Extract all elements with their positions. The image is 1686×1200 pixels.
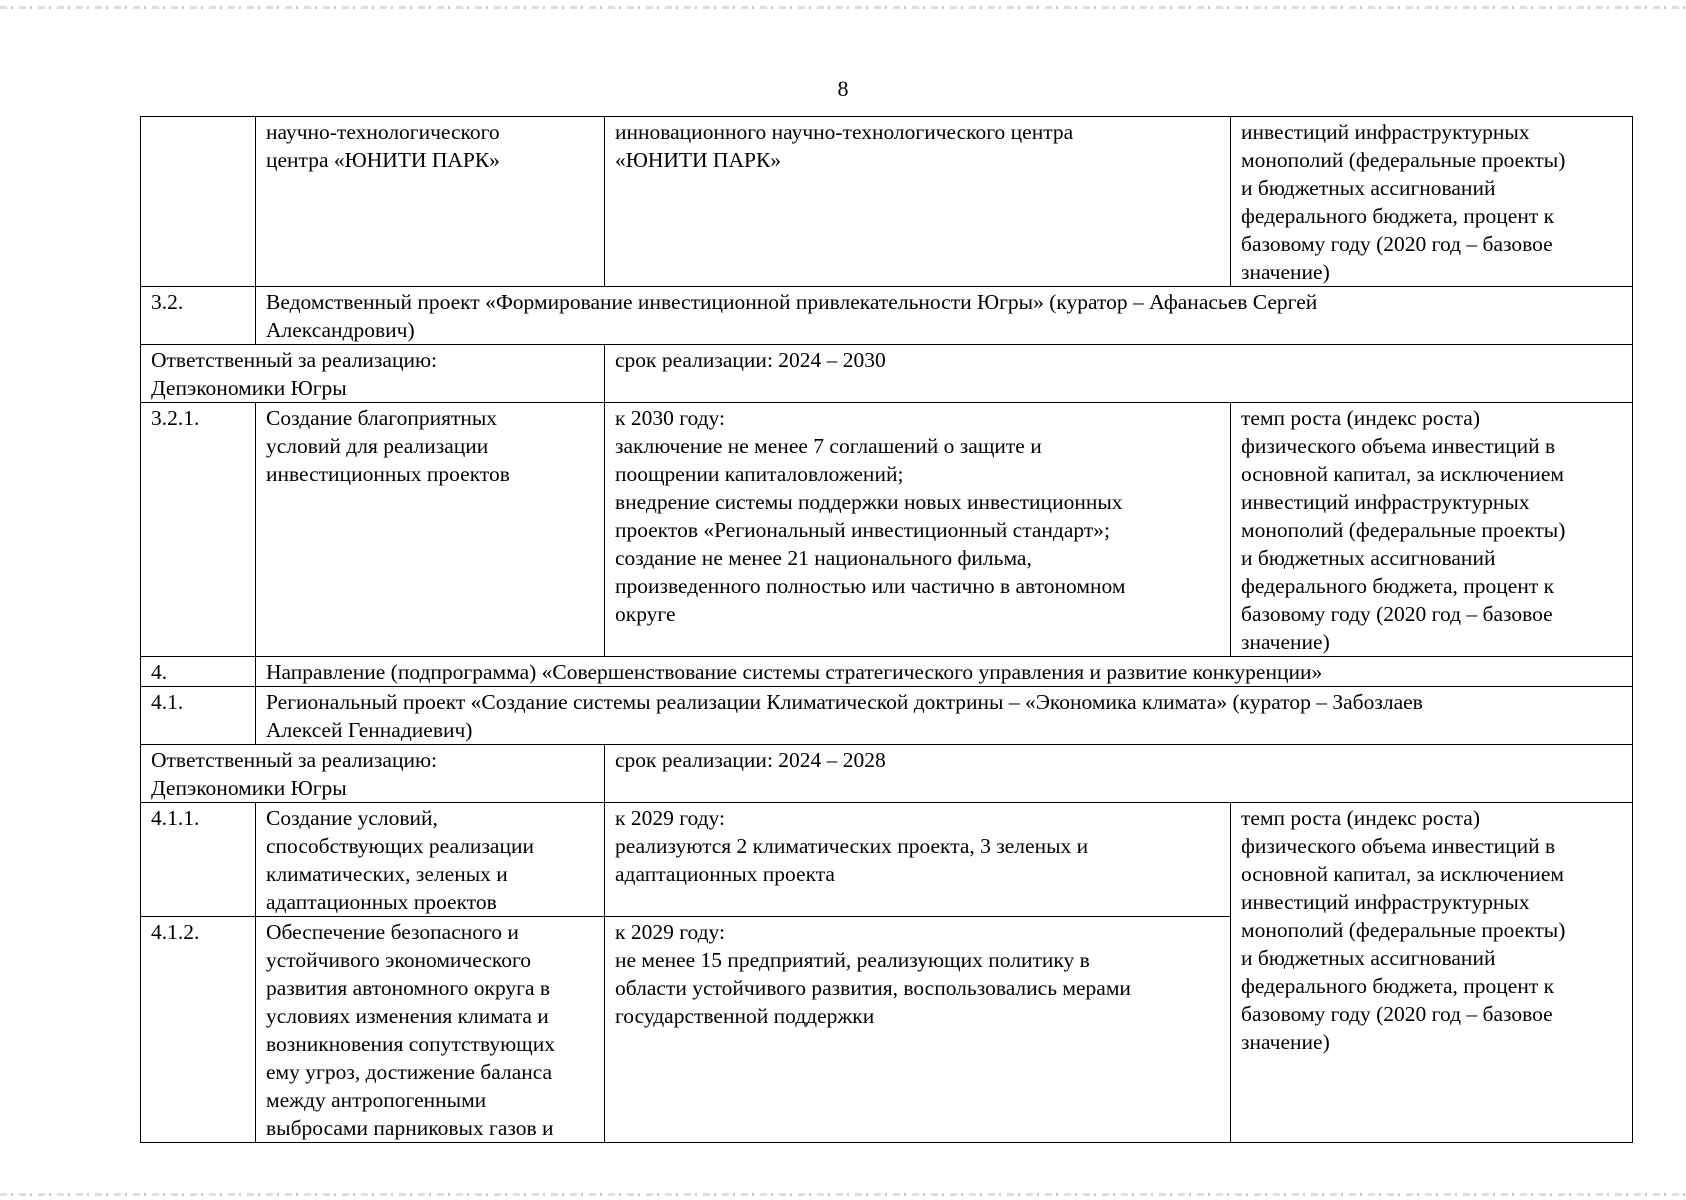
scan-edge-bottom bbox=[0, 1193, 1686, 1196]
program-table bbox=[140, 116, 1633, 1143]
row-number: 4. bbox=[141, 657, 256, 687]
result-cell: к 2030 году: заключение не менее 7 соглашений о защите и поощрении капиталовложений; внедрение системы поддержки новых инвестиционных проектов «Региональный инвестиционный стандарт»; создание не менее 21 национального фильма, произведенного полностью или частично в автономном округе bbox=[605, 403, 1231, 657]
indicator-cell: темп роста (индекс роста) физического объема инвестиций в основной капитал, за исключением инвестиций инфраструктурных монополий (федеральные проекты) и бюджетных ассигнований федерального бюджета, процент к базовому году (2020 год – базовое значение) bbox=[1231, 803, 1633, 1143]
row-number bbox=[141, 117, 256, 287]
table-row bbox=[141, 687, 1633, 745]
result-cell: инновационного научно-технологического центра «ЮНИТИ ПАРК» bbox=[605, 117, 1231, 287]
task-cell: Создание условий, способствующих реализации климатических, зеленых и адаптационных проектов bbox=[256, 803, 605, 917]
table-row bbox=[141, 657, 1633, 687]
result-cell: к 2029 году: реализуются 2 климатических проекта, 3 зеленых и адаптационных проекта bbox=[605, 803, 1231, 917]
section-title-cell: Направление (подпрограмма) «Совершенствование системы стратегического управления и развитие конкуренции» bbox=[256, 657, 1633, 687]
term-cell: срок реализации: 2024 – 2030 bbox=[605, 345, 1633, 403]
table-row bbox=[141, 345, 1633, 403]
table-row bbox=[141, 803, 1633, 917]
row-number: 4.1. bbox=[141, 687, 256, 745]
table-row bbox=[141, 403, 1633, 657]
task-cell: Обеспечение безопасного и устойчивого экономического развития автономного округа в условиях изменения климата и возникновения сопутствующих ему угроз, достижение баланса между антропогенными выбросами парниковых газов и bbox=[256, 917, 605, 1143]
project-title-cell: Ведомственный проект «Формирование инвестиционной привлекательности Югры» (куратор – Афанасьев Сергей Александрович) bbox=[256, 287, 1633, 345]
responsible-cell: Ответственный за реализацию: Депэкономики Югры bbox=[141, 345, 605, 403]
scan-edge-top bbox=[0, 6, 1686, 9]
row-number: 4.1.2. bbox=[141, 917, 256, 1143]
term-cell: срок реализации: 2024 – 2028 bbox=[605, 745, 1633, 803]
indicator-cell: темп роста (индекс роста) физического объема инвестиций в основной капитал, за исключением инвестиций инфраструктурных монополий (федеральные проекты) и бюджетных ассигнований федерального бюджета, процент к базовому году (2020 год – базовое значение) bbox=[1231, 403, 1633, 657]
result-cell: к 2029 году: не менее 15 предприятий, реализующих политику в области устойчивого развития, воспользовались мерами государственной поддержки bbox=[605, 917, 1231, 1143]
row-number: 3.2.1. bbox=[141, 403, 256, 657]
table-row bbox=[141, 745, 1633, 803]
task-cell: Создание благоприятных условий для реализации инвестиционных проектов bbox=[256, 403, 605, 657]
indicator-cell: инвестиций инфраструктурных монополий (федеральные проекты) и бюджетных ассигнований федерального бюджета, процент к базовому году (2020 год – базовое значение) bbox=[1231, 117, 1633, 287]
row-number: 3.2. bbox=[141, 287, 256, 345]
responsible-cell: Ответственный за реализацию: Депэкономики Югры bbox=[141, 745, 605, 803]
row-number: 4.1.1. bbox=[141, 803, 256, 917]
page-number: 8 bbox=[837, 76, 849, 101]
table-row bbox=[141, 287, 1633, 345]
table-row bbox=[141, 117, 1633, 287]
project-title-cell: Региональный проект «Создание системы реализации Климатической доктрины – «Экономика климата» (куратор – Забозлаев Алексей Геннадиевич) bbox=[256, 687, 1633, 745]
task-cell: научно-технологического центра «ЮНИТИ ПАРК» bbox=[256, 117, 605, 287]
